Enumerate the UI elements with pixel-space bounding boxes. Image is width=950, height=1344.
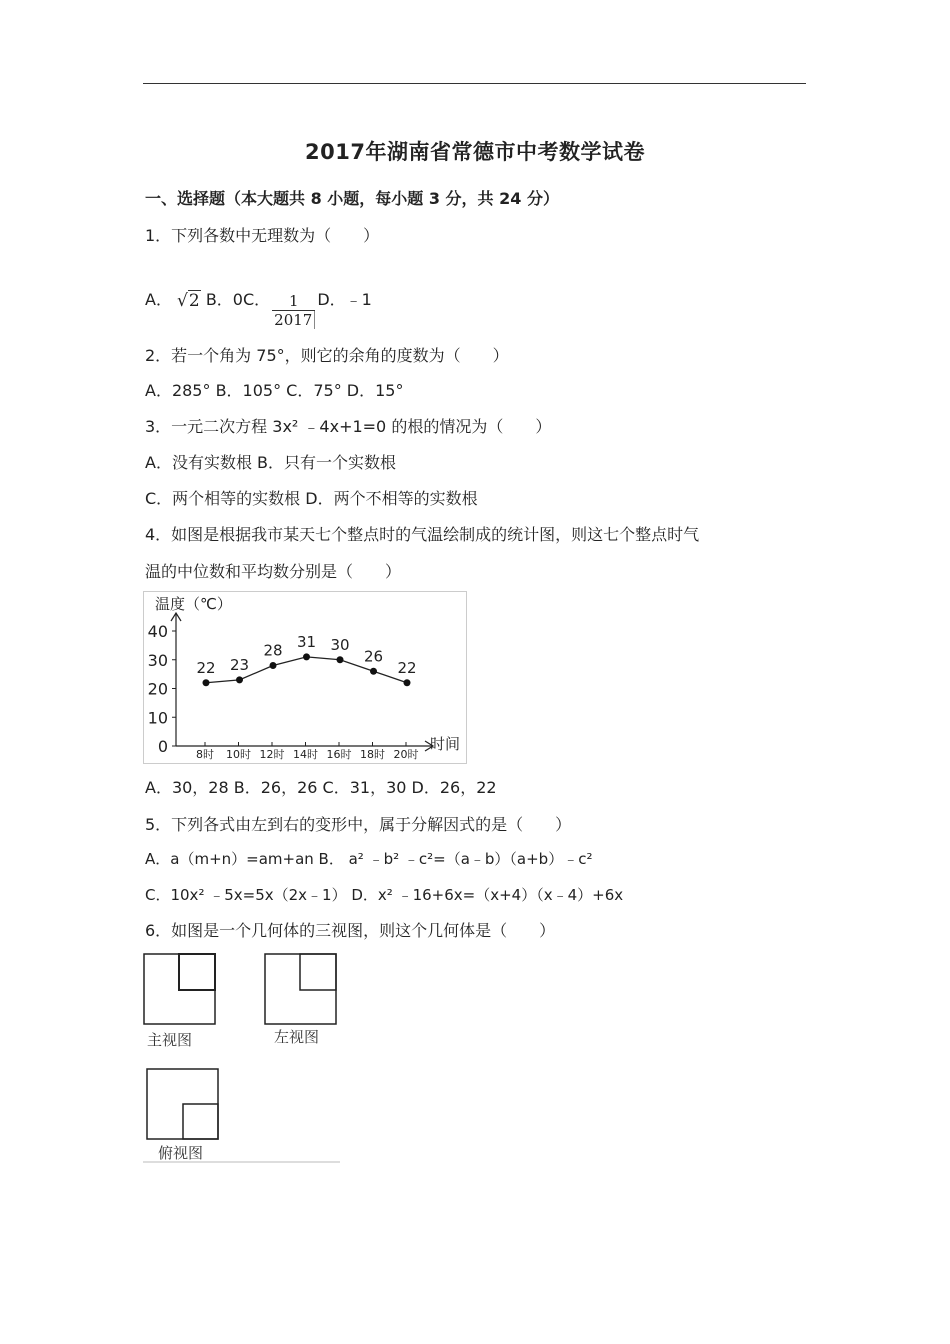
data-point: [303, 653, 310, 660]
data-label: 26: [363, 647, 384, 666]
data-point: [370, 668, 377, 675]
left-view-label: 左视图: [274, 1028, 320, 1046]
top-view: [147, 1069, 218, 1139]
front-view: [144, 954, 215, 1024]
data-label: 22: [196, 658, 216, 677]
x-tick-label: 20时: [393, 748, 419, 761]
header-rule: [143, 83, 806, 84]
data-label: 23: [229, 655, 250, 674]
temperature-line-chart: [143, 591, 467, 764]
data-label: 30: [330, 635, 350, 654]
q1-option-a-prefix: A．: [145, 290, 172, 309]
y-tick-label: 10: [147, 708, 168, 728]
x-tick-label: 18时: [360, 748, 385, 761]
y-axis-label: 温度（℃）: [155, 595, 232, 613]
question-5-options-1: A．a（m+n）=am+an B． a² ﹣b² ﹣c²=（a﹣b）（a+b）﹣c²: [145, 850, 593, 868]
x-tick-label: 16时: [326, 748, 352, 761]
x-tick-label: 8时: [196, 748, 214, 761]
question-3-stem: 3．一元二次方程 3x² ﹣4x+1=0 的根的情况为（ ）: [145, 417, 552, 436]
question-4-options: A．30，28 B．26，26 C．31，30 D．26，22: [145, 778, 497, 797]
data-point: [270, 662, 277, 669]
three-views-figure: [143, 952, 343, 1164]
page-title: 2017年湖南省常德市中考数学试卷: [305, 140, 645, 164]
data-point: [404, 679, 411, 686]
section-heading: 一、选择题（本大题共 8 小题，每小题 3 分，共 24 分）: [145, 189, 559, 208]
top-view-label: 俯视图: [158, 1144, 204, 1162]
data-point: [203, 679, 210, 686]
question-4-stem-2: 温的中位数和平均数分别是（ ）: [145, 562, 402, 581]
y-tick-label: 0: [157, 737, 168, 756]
y-tick-label: 20: [147, 679, 168, 699]
question-2-options: A．285° B．105° C．75° D．15°: [145, 381, 404, 400]
question-1-options: [145, 282, 372, 329]
front-view-label: 主视图: [147, 1031, 193, 1049]
fraction-1-over-2017: $\frac{1}{2017}$: [272, 292, 315, 329]
question-3-options-1: A．没有实数根 B．只有一个实数根: [145, 453, 397, 472]
data-label: 28: [263, 641, 283, 660]
question-5-options-2: C．10x² ﹣5x=5x（2x﹣1） D．x² ﹣16+6x=（x+4）（x﹣4）+6x: [145, 886, 624, 904]
question-6-stem: 6．如图是一个几何体的三视图，则这个几何体是（ ）: [145, 921, 556, 940]
q1-option-c-prefix: C．: [242, 290, 271, 309]
sqrt-2: √2: [177, 290, 200, 311]
question-3-options-2: C．两个相等的实数根 D．两个不相等的实数根: [145, 489, 478, 508]
question-2-stem: 2．若一个角为 75°，则它的余角的度数为（ ）: [145, 346, 509, 365]
question-4-stem-1: 4．如图是根据我市某天七个整点时的气温绘制成的统计图，则这七个整点时气: [145, 525, 700, 544]
chart-border: [144, 592, 467, 764]
data-point: [236, 676, 243, 683]
x-tick-label: 12时: [259, 748, 285, 761]
y-tick-label: 40: [147, 622, 168, 641]
q1-option-b: B．0: [205, 290, 243, 309]
x-tick-label: 14时: [293, 748, 318, 761]
q1-option-d: D．﹣1: [317, 290, 372, 309]
left-view: [265, 954, 336, 1024]
y-tick-label: 30: [147, 650, 168, 670]
data-label: 22: [397, 658, 417, 677]
question-5-stem: 5．下列各式由左到右的变形中，属于分解因式的是（ ）: [145, 815, 572, 834]
data-point: [337, 656, 344, 663]
question-1-stem: 1．下列各数中无理数为（ ）: [145, 226, 380, 245]
x-axis-label: 时间: [430, 735, 461, 753]
x-tick-label: 10时: [226, 748, 251, 761]
data-label: 31: [296, 632, 317, 651]
